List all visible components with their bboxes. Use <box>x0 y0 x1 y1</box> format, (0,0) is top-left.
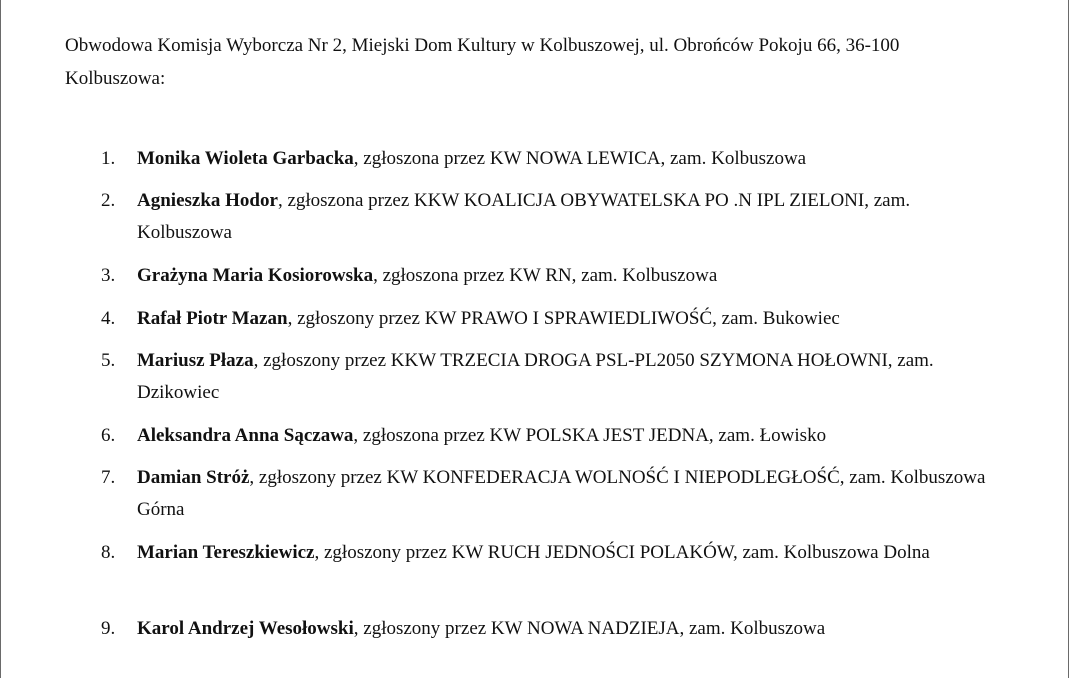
member-details: , zgłoszony przez KW KONFEDERACJA WOLNOŚĆ I NIEPODLEGŁOŚĆ, zam. Kolbuszowa Górna <box>137 467 986 520</box>
commission-heading: Obwodowa Komisja Wyborcza Nr 2, Miejski Dom Kultury w Kolbuszowej, ul. Obrońców Pokoju 66, 36-100 Kolbuszowa: <box>65 35 900 89</box>
item-number: 4. <box>101 308 116 329</box>
member-details: , zgłoszona przez KKW KOALICJA OBYWATELSKA PO .N IPL ZIELONI, zam. Kolbuszowa <box>137 190 911 243</box>
item-number: 1. <box>101 148 116 169</box>
item-text <box>137 537 997 569</box>
item-number: 2. <box>101 190 116 211</box>
item-text <box>137 260 997 292</box>
item-text <box>137 185 997 249</box>
member-name: Agnieszka Hodor <box>137 190 278 211</box>
item-text <box>137 143 997 175</box>
member-details: , zgłoszona przez KW RN, zam. Kolbuszowa <box>373 265 718 286</box>
member-name: Monika Wioleta Garbacka <box>137 148 354 169</box>
member-details: , zgłoszony przez KW RUCH JEDNOŚCI POLAKÓW, zam. Kolbuszowa Dolna <box>314 542 930 563</box>
page-right-edge <box>1068 0 1069 678</box>
member-name: Grażyna Maria Kosiorowska <box>137 265 374 286</box>
item-text <box>137 420 997 452</box>
item-number: 3. <box>101 265 116 286</box>
item-number: 6. <box>101 425 116 446</box>
member-name: Damian Stróż <box>137 467 250 488</box>
page-left-edge <box>0 0 1 678</box>
member-details: , zgłoszona przez KW POLSKA JEST JEDNA, zam. Łowisko <box>353 425 827 446</box>
item-text <box>137 613 997 645</box>
member-details: , zgłoszona przez KW NOWA LEWICA, zam. Kolbuszowa <box>353 148 807 169</box>
member-details: , zgłoszony przez KW PRAWO I SPRAWIEDLIWOŚĆ, zam. Bukowiec <box>287 308 840 329</box>
member-name: Mariusz Płaza <box>137 350 254 371</box>
member-name: Karol Andrzej Wesołowski <box>137 618 354 639</box>
member-name: Rafał Piotr Mazan <box>137 308 288 329</box>
item-text <box>137 462 997 526</box>
member-details: , zgłoszony przez KW NOWA NADZIEJA, zam. Kolbuszowa <box>353 618 826 639</box>
item-text <box>137 345 997 409</box>
item-number: 8. <box>101 542 116 563</box>
item-number: 9. <box>101 618 116 639</box>
item-number: 7. <box>101 467 116 488</box>
item-text <box>137 303 997 335</box>
member-name: Aleksandra Anna Sączawa <box>137 425 354 446</box>
member-details: , zgłoszony przez KKW TRZECIA DROGA PSL-PL2050 SZYMONA HOŁOWNI, zam. Dzikowiec <box>137 350 934 403</box>
document-page <box>65 29 1000 639</box>
item-number: 5. <box>101 350 116 371</box>
member-name: Marian Tereszkiewicz <box>137 542 315 563</box>
